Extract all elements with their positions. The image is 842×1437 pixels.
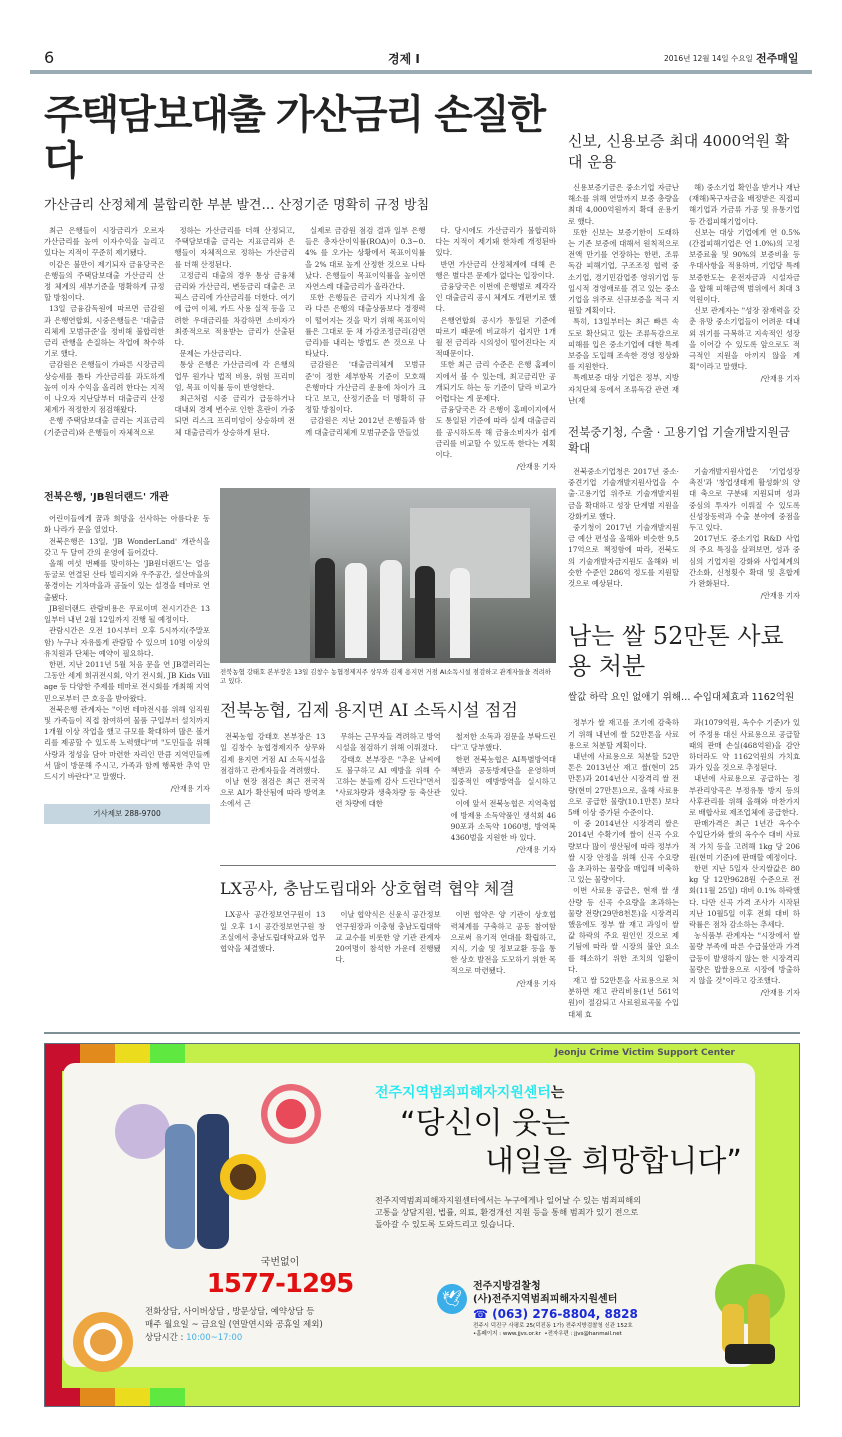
paragraph: 금융당국은 각 은행이 홈페이지에서도 통일된 기준에 따라 실제 대출금리를 공시하도록 해 금융소비자가 쉽게 금리를 비교할 수 있도록 한다는 계획이다. xyxy=(435,405,556,460)
paragraph: 신보 관계자는 "성장 잠재력을 갖춘 유망 중소기업들이 어려운 대내외 위기를 극복하고 지속적인 성장을 이어갈 수 있도록 앞으로도 적극적인 지원을 아끼지 않을 계획"이라고 말했다. xyxy=(689,306,800,372)
service-days: 매주 월요일 ~ 금요일 (연말연시와 공휴일 제외) xyxy=(145,1319,323,1330)
paragraph: 실제로 금감원 점검 결과 일부 은행들은 총자산이익률(ROA)이 0.3~0.4% 를 오가는 상황에서 목표이익률을 2% 대로 높게 산정한 것으로 나타났다. 은행들이 목표이익률을 높이면 자연스레 대출금리가 올라간다. xyxy=(305,226,426,292)
paragraph: 특히, 13일부터는 최근 빠른 속도로 확산되고 있는 조류독감으로 피해를 입은 중소기업에 대한 특례보증을 도입해 조속한 경영 정상화를 지원한다. xyxy=(568,317,679,372)
sinbo-col-2 xyxy=(689,182,800,372)
hours: 10:00~17:00 xyxy=(186,1332,243,1343)
paragraph: 금감원은 지난 2012년 은행들과 함께 대출금리체계 모범규준을 만들었 xyxy=(305,416,426,437)
jb-title: 전북은행, 'JB원더랜드' 개관 xyxy=(44,492,169,504)
paragraph: 한편 전북농협은 AI특별방역대책반과 공동방제단을 운영하며 집중적인 예방방역을 실시하고 있다. xyxy=(450,754,556,798)
paragraph: 전북중소기업청은 2017년 중소·중견기업 기술개발지원사업을 수출·고용기업 위주로 기술개발지원금을 확대하고 성장 단계별 지원을 강화키로 했다. xyxy=(568,467,679,521)
rice-byline: /안재용 기자 xyxy=(760,988,800,998)
center-name: 전주지역범죄피해자지원센터 xyxy=(375,1084,551,1101)
paragraph: 고정금리 대출의 경우 통상 금융채 금리와 가산금리, 변동금리 대출은 코픽스 금리에 가산금리를 더한다. 여기에 급여 이체, 카드 사용 실적 등을 고려한 우대금리를 차감하면 소비자가 최종적으로 적용받는 금리가 산출된다. xyxy=(174,270,295,348)
lead-col-1 xyxy=(44,225,165,438)
paragraph: 또한 최근 금리 수준은 은행 홈페이지에서 볼 수 있는데, 최고금리만 공개되기도 하는 등 기준이 달라 비교가 어렵다는 게 문제다. xyxy=(435,360,556,404)
photo-caption: 전북농협 강태호 본부장은 13일 김창수 농협경제지주 상무와 김제 용지면 거점 AI소독시설 점검하고 관계자들을 격려하고 있다. xyxy=(220,668,551,686)
smba-byline: /안재용 기자 xyxy=(760,591,800,601)
page-number: 6 xyxy=(44,48,55,67)
rice-subhead: 쌀값 하락 요인 없애기 위해… 수입대체효과 1162억원 xyxy=(568,692,795,704)
desc-line: 고통을 상담지원, 법률, 의료, 환경개선 지원 등을 통해 범죄가 있기 전으로 xyxy=(375,1206,639,1217)
services: 전화상담, 사이버상담 , 방문상담, 예약상담 등 xyxy=(145,1306,315,1317)
sunflower-icon xyxy=(220,1154,266,1200)
hours-label: 상담시간 : xyxy=(145,1332,184,1343)
sinbo-title: 신보, 신용보증 최대 4000억원 확대 운용 xyxy=(568,132,790,171)
paragraph: 과(1079억원, 옥수수 기준)가 있어 주정용 대신 사료용으로 공급할 때의 판매 손실(468억원)을 감안하더라도 약 1162억원의 가치효과가 있을 것으로 추정된다. xyxy=(689,718,800,773)
lx-col-1 xyxy=(220,909,325,954)
paragraph: 금감원은 은행들이 가파른 시장금리 상승세를 틈타 가산금리를 과도하게 높여 이자 수익을 올리려 한다는 지적이 나오자 지난달부터 대출금리 산정체계가 적정한지 점검해왔다. xyxy=(44,360,165,415)
sinbo-col-1 xyxy=(568,182,679,406)
paragraph: JB원더랜드 관람비용은 무료이며 전시기간은 13일부터 내년 2월 12일까지 진행 될 예정이다. xyxy=(44,603,210,625)
news-photo xyxy=(220,488,556,663)
rice-col-2 xyxy=(689,717,800,986)
paragraph: 또한 신보는 보증기한이 도래하는 기존 보증에 대해서 원칙적으로 전액 만기를 연장하는 한편, 조류독감 피해기업, 구조조정 협력 중소기업, 경기민감업종 영위기업 등 일시적 경영애로를 겪고 있는 중소기업을 위주로 신규보증을 적극 지원할 계획이다. xyxy=(568,227,679,316)
org-center: (사)전주지역범죄피해자지원센터 xyxy=(473,1293,618,1305)
paragraph: 강태호 본부장은 "추운 날씨에도 불구하고 AI 예방을 위해 수고하는 분들께 감사 드린다"면서 "사료차량과 생축차량 등 축산관련 차량에 대한 xyxy=(335,754,441,809)
hotline-box xyxy=(205,1256,355,1299)
desc-line: 돌아갈 수 있도록 도와드리고 있습니다. xyxy=(375,1218,515,1229)
lead-col-4 xyxy=(436,225,557,460)
paragraph: 내년에 사료용으로 공급하는 정부관리양곡은 부정유통 방지 등의 사후관리를 위해 올해와 마찬가지로 배합사료 제조업체에 공급한다. xyxy=(689,774,800,817)
sinbo-byline: /안재용 기자 xyxy=(760,374,800,384)
hotline-number: 1577-1295 xyxy=(206,1268,354,1299)
city-graphic xyxy=(73,1312,133,1372)
service-info xyxy=(145,1306,425,1345)
paragraph: 13일 금융감독원에 따르면 금감원과 은행연합회, 시중은행들은 '대출금리체계 모범규준'을 정비해 불합리한 금리 관행을 손질하는 작업에 착수하기로 했다. xyxy=(44,304,165,359)
paragraph: 최근 은행들이 시장금리가 오르자 가산금리를 높여 이자수익을 늘리고 있다는 지적이 꾸준히 제기됐다. xyxy=(44,226,165,258)
smba-col-1 xyxy=(568,466,679,589)
lead-col-2 xyxy=(175,225,296,438)
section-name: 경제 I xyxy=(388,52,420,66)
rice-title: 남는 쌀 52만톤 사료용 처분 xyxy=(568,622,784,681)
email-link[interactable]: •전자우편 : jjvs@hanmail.net xyxy=(544,1330,622,1337)
header-rule xyxy=(30,70,812,74)
paragraph: 전북은행 관계자는 "이번 테마전시를 위해 임직원 및 가족들이 직접 참여하여 물품 구입부터 설치까지 1개월 이상 작업을 했고 규모를 확대하여 많은 볼거리를 제공할 수 있도록 노력했다"며 "도민들을 위해 사랑과 정성을 담아 마련한 자리인 만큼 지역민들께서 많이 방문해 주시고, 가족과 함께 행복한 추억 만드시기 바란다"고 말했다. xyxy=(44,704,210,781)
lx-byline: /안재용 기자 xyxy=(516,978,556,988)
nh-col-2 xyxy=(335,731,440,809)
paragraph: 어린이들에게 꿈과 희망을 선사하는 아름다운 동화 나라가 문을 열었다. xyxy=(44,514,210,535)
org-prosecutor: 전주지방검찰청 xyxy=(473,1280,541,1292)
issue-date: 2016년 12월 14일 수요일 xyxy=(664,54,753,63)
paragraph: 신용보증기금은 중소기업 자금난 해소를 위해 연말까지 보증 총량을 최대 4,000억원까지 확대 운용키로 했다. xyxy=(568,183,679,226)
smba-title: 전북중기청, 수출 · 고용기업 기술개발지원금 확대 xyxy=(568,425,790,456)
paragraph: 해) 중소기업 확인을 받거나 재난(재해)복구자금을 배정받은 직접피해기업과 가금류 가공 및 유통기업 등 간접피해기업이다. xyxy=(689,183,800,226)
rice-col-1 xyxy=(568,717,679,1019)
paragraph: 내년에 사료용으로 처분할 52만톤은 2013년산 재고 쌀(현미 25만톤)과 2014년산 시장격리 쌀 전량(현미 27만톤)으로, 올해 사료용으로 공급한 물량(10.1만톤) 보다 5배 이상 증가된 수준이다. xyxy=(568,751,679,817)
paragraph: 최근처럼 시중 금리가 급등하거나 대내외 경제 변수로 인한 혼란이 가중되면 리스크 프리미엄이 상승하며 전체 대출금리가 상승하게 된다. xyxy=(174,394,295,437)
paragraph: 특례보증 대상 기업은 정부, 지방자치단체 등에서 조류독감 관련 재난(재 xyxy=(568,373,679,405)
paragraph: 정부가 쌀 재고를 조기에 감축하기 위해 내년에 쌀 52만톤을 사료용으로 처분할 계획이다. xyxy=(568,718,679,750)
paragraph: 은행연합회 공시가 통일된 기준에 따르기 때문에 비교하기 쉽지만 1개월 전 금리라 시의성이 떨어진다는 지적때문이다. xyxy=(435,315,556,359)
jb-body xyxy=(44,513,210,782)
jb-byline: /안재용 기자 xyxy=(170,784,210,794)
paragraph: 금융당국은 이번에 은행별로 제각각인 대출금리 공시 체계도 개편키로 했다. xyxy=(435,282,556,314)
paragraph: 관람시간은 오전 10시부터 오후 5시까지(주말포함) 누구나 자유롭게 관람할 수 있으며 10명 이상의 유치원과 단체는 예약이 필요하다. xyxy=(44,626,210,658)
lead-headline: 주택담보대출 가산금리 손질한다 xyxy=(44,92,545,184)
paragraph: 전북은행은 13일, 'JB WonderLand' 개관식을 갖고 두 달여 간의 운영에 들어갔다. xyxy=(44,536,210,557)
nh-col-1 xyxy=(220,731,325,809)
paragraph: 신보는 대상 기업에게 연 0.5%(간접피해기업은 연 1.0%)의 고정보증료율 및 90%의 보증비율 등 우대사항을 적용하며, 기업당 특례보증한도는 운전자금과 시설자금을 합해 피해금액 범위에서 최대 3억원이다. xyxy=(689,227,800,305)
paragraph: 중기청이 2017년 기술개발지원금 예산 편성을 올해와 비슷한 9,517억으로 책정함에 따라, 전북도의 기술개발자금지원도 올해와 비슷한 수준인 286억 정도를 지원할 것으로 예상된다. xyxy=(568,523,679,589)
paragraph: 전북농협 강태호 본부장은 13일 김창수 농협경제지주 상무와 김제 용지면 거점 AI 소독시설을 점검하고 관계자들을 격려했다. xyxy=(220,732,326,775)
paragraph: 이날 협약식은 신윤식 공간정보연구원장과 이충형 충남도립대학교 교수를 비롯한 양 기관 관계자 20여명이 참석한 가운데 진행됐다. xyxy=(335,910,441,965)
paragraph: 이 중 2014년산 시장격리 쌀은 2014년 수확기에 쌀이 신곡 수요량보다 많이 생산됨에 따라 정부가 쌀 시장 안정을 위해 신곡 수요량을 초과하는 물량을 매입해 비축하고 있는 물량이다. xyxy=(568,819,679,885)
paragraph: LX공사 공간정보연구원이 13일 오후 1시 공간정보연구원 창조실에서 충남도립대학교와 업무협약을 체결했다. xyxy=(220,910,326,953)
paragraph: 반면 가산금리 산정체계에 대해 은행은 별다른 문제가 없다는 입장이다. xyxy=(435,259,556,280)
divider xyxy=(220,865,556,866)
slogan-line-2: 내일을 희망합니다” xyxy=(485,1143,742,1179)
paragraph: 이같은 불만이 제기되자 금융당국은 은행들의 주택담보대출 가산금리 산정 체계의 세부기준을 명확하게 규정할 방침이다. xyxy=(44,259,165,303)
center-suffix: 는 xyxy=(550,1084,565,1101)
paragraph: 무하는 근무자들 격려하고 방역시설을 점검하기 위해 이뤄졌다. xyxy=(335,732,441,753)
paragraph: 통상 은행은 가산금리에 각 은행의 업무 원가나 법적 비용, 위험 프리미엄, 목표 이익률 등이 반영한다. xyxy=(174,360,295,392)
page-header xyxy=(44,44,800,70)
desc-line: 전주지역범죄피해자지원센터에서는 누구에게나 일어날 수 있는 범죄피해의 xyxy=(375,1194,642,1205)
slogan-line-1: “당신이 웃는 xyxy=(400,1105,570,1141)
center-description xyxy=(375,1194,755,1230)
paragraph: 올해 여섯 번째를 맞이하는 'JB원더랜드'는 얼음 동굴로 연결된 산타 빌리지와 우주공간, 설산마을의 풍경이는 기차마을과 곰돌이 있는 설경을 테마로 연출됐다. xyxy=(44,559,210,602)
tipline: 기사제보 288-9700 xyxy=(93,809,161,819)
bottom-rule xyxy=(44,1032,800,1034)
paragraph: 농식품부 관계자는 "시장에서 쌀 물량 부족에 따른 수급불안과 가격 급등이 발생하지 않는 한 시장격리 물량은 밥쌀용으로 시장에 방출하지 않을 것"이라고 강조했다. xyxy=(689,931,800,985)
paragraph: 2017년도 중소기업 R&D 사업의 주요 특징을 살펴보면, 성과 중심의 기업지원 강화와 사업체계의 간소화, 신청횟수 확대 및 혼합계가 완화된다. xyxy=(689,534,800,589)
paragraph: 한편 지난 5일자 산지쌀값은 80kg 당 12만9628원 수준으로 전회(11월 25일) 대비 0.1% 하락했다. 다만 신곡 가격 조사가 시작된 지난 10월5일 이후 전회 대비 하락률은 점차 감소하는 추세다. xyxy=(689,863,800,929)
paragraph: 금감원은 '대출금리체계 모범규준'이 정한 세부항목 기준이 모호해 은행마다 가산금리 운용에 차이가 크다고 보고, 산정기준을 더 명확히 규정할 방침이다. xyxy=(305,360,426,415)
lx-col-3 xyxy=(451,909,556,976)
paragraph: 한편, 지난 2011년 5월 처음 문을 연 JB갤러리는 그동안 세계 희귀전시회, 악기 전시회, JB Kids Village 등 다양한 주제를 테마로 전시회를 개최해 지역민으로부터 큰 호응을 받아왔다. xyxy=(44,659,210,703)
dove-logo-icon: 🕊 xyxy=(437,1284,467,1314)
paragraph: 정하는 가산금리를 더해 산정되고, 주택담보대출 금리는 지표금리와 은행들이 자체적으로 정하는 가산금리를 더해 산정된다. xyxy=(174,226,295,269)
contact-block xyxy=(473,1280,703,1338)
address: 전주시 덕진구 사평로 25(덕진동 1가) 전주지방검찰청 신관 152호 xyxy=(473,1322,633,1329)
lead-subhead: 가산금리 산정체계 불합리한 부분 발견… 산정기준 명확히 규정 방침 xyxy=(44,198,430,213)
paragraph: 문제는 가산금리다. xyxy=(179,349,242,359)
target-icon xyxy=(261,1084,321,1144)
paragraph: 철저한 소독과 검문을 부탁드린다"고 당부했다. xyxy=(450,732,556,753)
nh-col-3 xyxy=(451,731,556,843)
paragraph: 또한 은행들은 금리가 지나치게 올라 다른 은행의 대출상품보다 경쟁력이 떨어지는 것을 막기 위해 목표이익률은 그대로 둔 채 가감조정금리(감면금리)를 내리는 방법도 쓴 것으로 나타났다. xyxy=(305,293,426,359)
paragraph: 은행 주택담보대출 금리는 지표금리(기준금리)와 은행들이 자체적으로 xyxy=(44,416,165,437)
couple-illustration xyxy=(710,1264,790,1374)
lead-col-3 xyxy=(305,225,426,438)
center-name-en: Jeonju Crime Victim Support Center xyxy=(554,1047,735,1058)
smba-col-2 xyxy=(689,466,800,589)
lx-title: LX공사, 충남도립대와 상호협력 협약 체결 xyxy=(220,879,515,899)
paragraph: 판매가격은 최근 1년간 옥수수 수입단가와 쌀의 옥수수 대비 사료적 가치 등을 고려해 1kg 당 206원(현미 기준)에 판매할 예정이다. xyxy=(689,819,800,862)
nh-title: 전북농협, 김제 용지면 AI 소독시설 점검 xyxy=(220,701,518,722)
paragraph: 이날 현장 점검은 최근 전국적으로 AI가 확산됨에 따라 방역초소에서 근 xyxy=(220,777,326,809)
ad-banner xyxy=(44,1043,800,1407)
paragraph: 이번 협약은 양 기관이 상호협력체계를 구축하고 공동 참여함으로써 유기적 연대를 확립하고, 지식, 기술 및 정보교환 등을 통한 상호 발전을 도모하기 위한 목적으로 마련됐다. xyxy=(450,910,556,976)
paragraph: 다. 당시에도 가산금리가 불합리하다는 지적이 제기돼 한차례 개정된바 있다. xyxy=(435,226,556,258)
paragraph: 재고 쌀 52만톤을 사료용으로 처분하면 재고 관리비용(1년 561억원)이 절감되고 사료원료곡물 수입대체 효 xyxy=(568,975,679,1019)
homepage-link[interactable]: •홈페이지 : www.jjvs.or.kr xyxy=(473,1330,541,1337)
phone-number: ☎ (063) 276-8804, 8828 xyxy=(473,1306,638,1321)
paper-name: 전주매일 xyxy=(756,52,799,65)
tipline-box xyxy=(44,804,210,824)
hotline-label: 국번없이 xyxy=(260,1256,300,1268)
paragraph: 이번 사료용 공급은, 현재 쌀 생산량 등 신곡 수요량을 초과하는 물량 전량(29만8천톤)을 시장격리했음에도 정부 쌀 재고 과잉이 쌀값 하락의 주요 원인인 것으로 제기됨에 따라 쌀 시장의 불안 요소를 해소하기 위한 조치의 일환이다. xyxy=(568,886,679,974)
nh-byline: /안재용 기자 xyxy=(516,845,556,855)
paragraph: 기술개발지원사업은 '기업성장 촉진'과 '창업생태계 활성화'의 양대 축으로 구분돼 지원되며 성과 중심의 투자가 이뤄질 수 있도록 신성장동력과 수출 분야에 중점을 두고 있다. xyxy=(689,467,800,533)
lead-byline: /안재용 기자 xyxy=(516,462,556,472)
lx-col-2 xyxy=(335,909,440,965)
paragraph: 이에 앞서 전북농협은 지역축협에 방제용 소독약품인 생석회 4690포과 소독약 1060병, 방역복 4360벌을 지원한 바 있다. xyxy=(450,799,556,843)
